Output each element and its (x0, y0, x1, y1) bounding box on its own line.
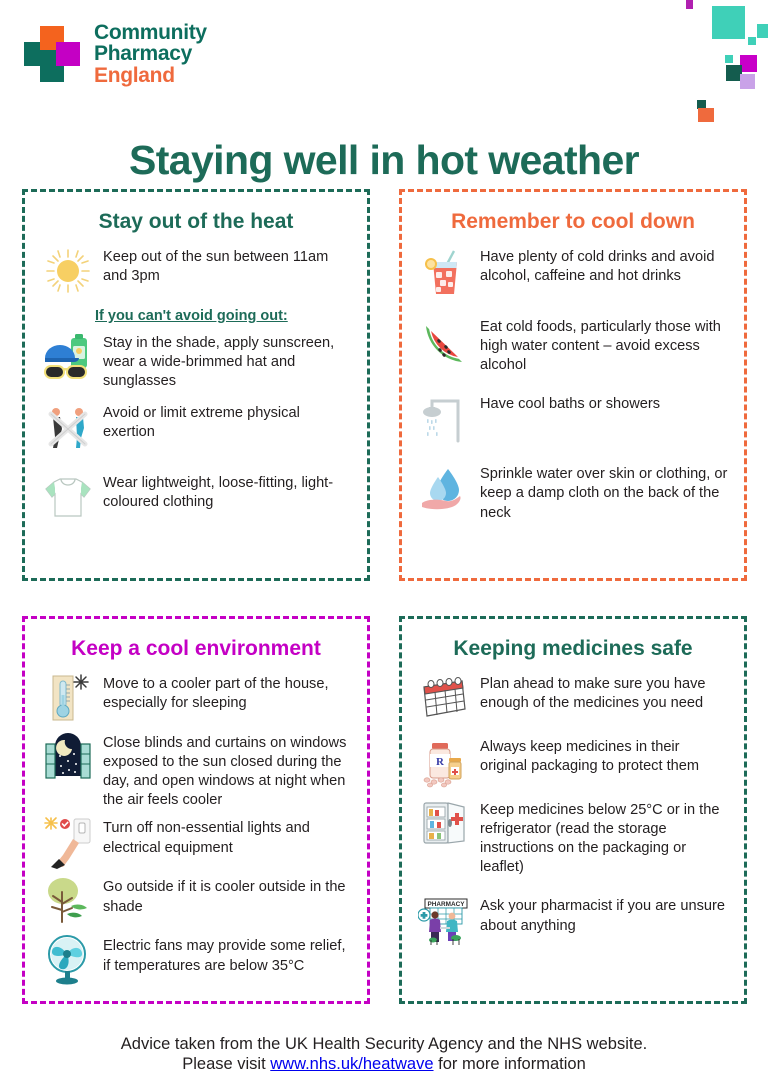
tip-item (418, 244, 728, 298)
tip-item (418, 314, 728, 375)
decorative-square (757, 24, 768, 38)
pharmacy-cross-icon (22, 24, 82, 84)
tip-item (41, 330, 351, 391)
tip-item (418, 461, 728, 522)
panel-heading: Stay out of the heat (98, 210, 294, 233)
shower-icon (418, 391, 472, 445)
logo-line-england: England (94, 63, 175, 87)
calendar-icon (418, 671, 472, 725)
night-window-icon (41, 730, 95, 784)
footer-line-2-prefix: Please visit (182, 1055, 271, 1074)
tip-text: Keep out of the sun between 11am and 3pm (103, 249, 329, 285)
decorative-square (740, 55, 757, 72)
watermelon-icon (418, 314, 472, 368)
refrigerator-icon (418, 797, 472, 851)
tip-item (41, 933, 351, 987)
decorative-square (712, 6, 745, 39)
panel-remember-to-cool-down (399, 189, 747, 581)
tip-text: Sprinkle water over skin or clothing, or keep a damp cloth on the back of the neck (480, 466, 728, 521)
tip-text: Wear lightweight, loose-fitting, light-coloured clothing (103, 475, 334, 511)
tip-item (41, 815, 351, 869)
decorative-square (686, 0, 693, 9)
logo-line-pharmacy: Pharmacy (94, 42, 192, 66)
thermometer-icon (41, 671, 95, 725)
sun-icon (41, 244, 95, 298)
tip-text: Stay in the shade, apply sunscreen, wear a wide-brimmed hat and sunglasses (103, 335, 335, 390)
decorative-square (740, 74, 755, 89)
decorative-square (725, 55, 733, 63)
tip-item (41, 470, 351, 524)
tip-text: Eat cold foods, particularly those with high water content – avoid excess alcohol (480, 319, 721, 374)
tip-text: Keep medicines below 25°C or in the refrigerator (read the storage instructions on the packaging or leaflet) (480, 802, 720, 876)
footer-line-2 (0, 1054, 768, 1074)
tip-item (41, 730, 351, 810)
decorative-square (748, 37, 756, 45)
tip-item (418, 893, 728, 947)
tip-text: Go outside if it is cooler outside in the shade (103, 879, 346, 915)
tip-text: Have plenty of cold drinks and avoid alcohol, caffeine and hot drinks (480, 249, 715, 285)
page-title: Staying well in hot weather (128, 137, 640, 184)
panel-heading: Remember to cool down (451, 210, 695, 233)
panel-keep-a-cool-environment (22, 616, 370, 1004)
tip-item (418, 391, 728, 445)
footer (0, 1034, 768, 1074)
cold-drink-icon (418, 244, 472, 298)
panel-heading: Keep a cool environment (71, 637, 321, 660)
tip-item (41, 874, 351, 928)
svg-text:R: R (436, 756, 444, 768)
tip-text: Ask your pharmacist if you are unsure about anything (480, 898, 725, 934)
tip-item (418, 671, 728, 725)
nhs-heatwave-link[interactable]: www.nhs.uk/heatwave (270, 1055, 434, 1074)
tip-item (418, 734, 728, 788)
logo-line-community: Community (94, 21, 207, 44)
brand-wordmark (94, 22, 207, 86)
panel-stay-out-of-the-heat (22, 189, 370, 581)
footer-line-2-suffix: for more information (433, 1055, 586, 1074)
pharmacy-sign-text: PHARMACY (427, 901, 465, 909)
tip-item (41, 671, 351, 725)
panel-heading: Keeping medicines safe (453, 637, 693, 660)
decorative-square (698, 108, 714, 122)
medicine-bottles-icon (418, 734, 472, 788)
brand-logo (22, 22, 207, 86)
tip-text: Turn off non-essential lights and electrical equipment (103, 820, 310, 856)
tip-text: Close blinds and curtains on windows exposed to the sun closed during the day, and open windows at night when the air feels cooler (103, 735, 347, 809)
no-exercise-icon (41, 400, 95, 454)
tip-text: Have cool baths or showers (480, 396, 661, 413)
tip-item (41, 244, 351, 298)
sun-protection-icon (41, 330, 95, 384)
footer-line-1: Advice taken from the UK Health Security Agency and the NHS website. (120, 1035, 648, 1053)
tip-text: Plan ahead to make sure you have enough of the medicines you need (480, 676, 706, 712)
light-switch-icon (41, 815, 95, 869)
tip-text: Always keep medicines in their original packaging to protect them (480, 739, 700, 775)
electric-fan-icon (41, 933, 95, 987)
tip-text: Move to a cooler part of the house, especially for sleeping (103, 676, 329, 712)
panel-subheading: If you can't avoid going out: (95, 308, 288, 324)
tip-text: Electric fans may provide some relief, if temperatures are below 35°C (103, 938, 346, 974)
tip-text: Avoid or limit extreme physical exertion (103, 405, 300, 441)
tip-item (418, 797, 728, 877)
panel-keeping-medicines-safe (399, 616, 747, 1004)
water-on-hand-icon (418, 461, 472, 515)
tip-item (41, 400, 351, 454)
tree-shade-icon (41, 874, 95, 928)
pharmacy-consultation-icon (418, 893, 472, 947)
tshirt-icon (41, 470, 95, 524)
